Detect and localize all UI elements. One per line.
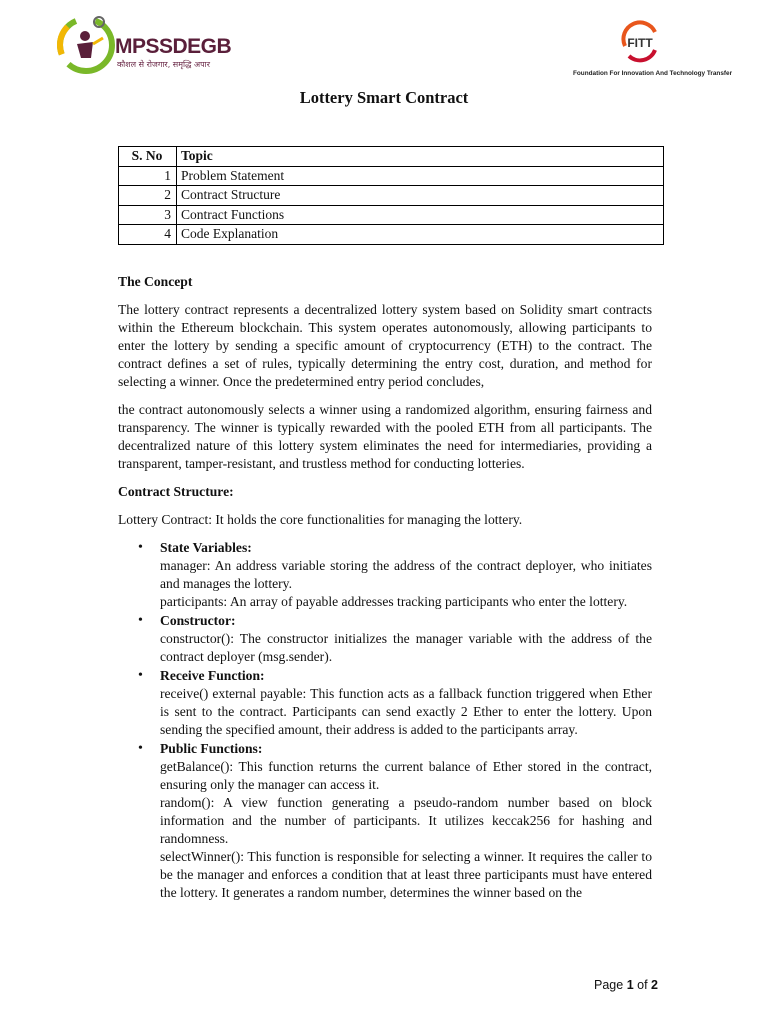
page-title: Lottery Smart Contract bbox=[299, 88, 469, 107]
concept-heading: The Concept bbox=[118, 274, 193, 289]
row-number: 1 bbox=[119, 166, 177, 186]
get-balance-description: getBalance(): This function returns the current balance of Ether stored in the contract, ensuring only the manager can access it. bbox=[160, 759, 652, 792]
table-header-row bbox=[119, 147, 664, 167]
document-body bbox=[118, 273, 652, 903]
random-description: random(): A view function generating a pseudo-random number based on block information and the number of participants. It utilizes keccak256 for hashing and randomness. bbox=[160, 795, 652, 846]
fitt-emblem-icon bbox=[615, 16, 665, 66]
row-number: 3 bbox=[119, 205, 177, 225]
structure-intro: Lottery Contract: It holds the core functionalities for managing the lottery. bbox=[118, 512, 523, 527]
header-sno: S. No bbox=[119, 147, 177, 167]
table-row bbox=[119, 205, 664, 225]
constructor-title: • Constructor: bbox=[160, 613, 236, 628]
state-variables-manager: manager: An address variable storing the address of the contract deployer, who initiates and manages the lottery. bbox=[160, 558, 652, 591]
public-functions-title: • Public Functions: bbox=[160, 741, 263, 756]
mpssdegb-tagline: कौशल से रोजगार, समृद्धि अपार bbox=[117, 60, 210, 69]
fitt-logo bbox=[565, 16, 733, 82]
state-variables-title: • State Variables: bbox=[160, 540, 252, 555]
row-topic: Contract Functions bbox=[177, 205, 664, 225]
list-item bbox=[118, 667, 652, 739]
receive-function-description: receive() external payable: This function acts as a fallback function triggered when Ether is sent to the contract. Participants can send exactly 2 Ether to enter the lottery. Upon sending the specified amount, their address is added to the participants array. bbox=[160, 686, 652, 737]
mpssdegb-logo bbox=[55, 14, 232, 78]
list-item bbox=[118, 539, 652, 611]
mpssdegb-brand: MPSSDEGB bbox=[115, 35, 232, 58]
row-topic: Code Explanation bbox=[177, 225, 664, 245]
row-number: 4 bbox=[119, 225, 177, 245]
page-number bbox=[594, 978, 658, 992]
mpssdegb-emblem-icon bbox=[55, 14, 117, 76]
select-winner-description: selectWinner(): This function is responsible for selecting a winner. It requires the caller to be the manager and enforces a condition that at least three participants must have entered the lottery. It generates a random number, determines the winner based on the bbox=[160, 849, 652, 900]
list-item bbox=[118, 740, 652, 902]
page-label: Page bbox=[594, 978, 624, 992]
row-topic: Problem Statement bbox=[177, 166, 664, 186]
constructor-description: constructor(): The constructor initializes the manager variable with the address of the contract deployer (msg.sender). bbox=[160, 631, 652, 664]
structure-heading: Contract Structure: bbox=[118, 484, 234, 499]
fitt-caption: Foundation For Innovation And Technology Transfer bbox=[573, 70, 733, 77]
fitt-brand: FITT bbox=[627, 36, 653, 50]
table-row bbox=[119, 186, 664, 206]
state-variables-participants: participants: An array of payable addresses tracking participants who enter the lottery. bbox=[160, 594, 628, 609]
structure-list bbox=[118, 539, 652, 902]
page-of: of bbox=[637, 978, 648, 992]
page-current: 1 bbox=[626, 978, 634, 992]
table-row bbox=[119, 225, 664, 245]
row-number: 2 bbox=[119, 186, 177, 206]
page-total: 2 bbox=[651, 978, 658, 992]
table-row bbox=[119, 166, 664, 186]
receive-function-title: • Receive Function: bbox=[160, 668, 265, 683]
concept-paragraph-2: the contract autonomously selects a winner using a randomized algorithm, ensuring fairness and transparency. The winner is typically rewarded with the pooled ETH from all participants. The decentralized nature of this lottery system eliminates the need for intermediaries, providing a transparent, tamper-resistant, and trustless method for conducting lotteries. bbox=[118, 402, 652, 471]
topics-table bbox=[118, 146, 664, 245]
concept-paragraph-1: The lottery contract represents a decentralized lottery system based on Solidity smart contracts within the Ethereum blockchain. This system operates autonomously, allowing participants to enter the lottery by sending a specific amount of cryptocurrency (ETH) to the contract. The contract defines a set of rules, typically determining the entry cost, duration, and method for selecting a winner. Once the predetermined entry period concludes, bbox=[118, 302, 652, 389]
row-topic: Contract Structure bbox=[177, 186, 664, 206]
header-topic: Topic bbox=[177, 147, 664, 167]
list-item bbox=[118, 612, 652, 666]
